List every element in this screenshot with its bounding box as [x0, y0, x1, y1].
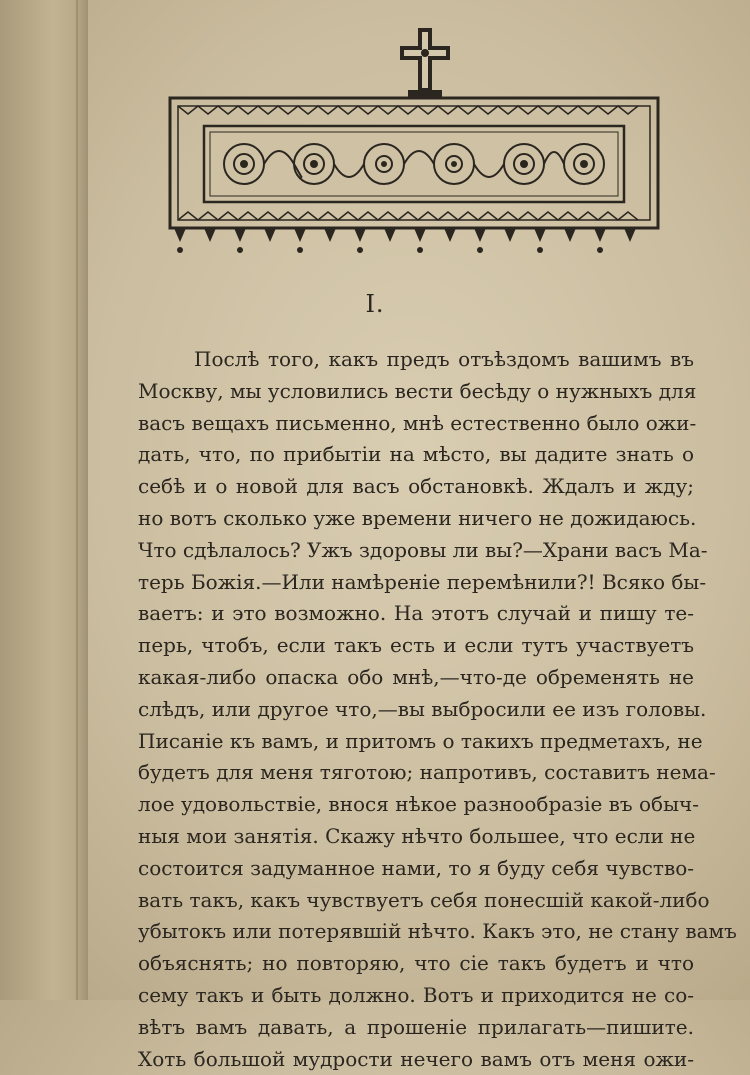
cross-icon: [400, 28, 450, 98]
text-line: Писаніе къ вамъ, и притомъ о такихъ предметахъ, не: [138, 728, 703, 753]
text-line: лое удовольствіе, внося нѣкое разнообразіе въ обыч-: [138, 792, 699, 817]
text-line: себѣ и о новой для васъ обстановкѣ. Ждалъ и жду;: [138, 474, 694, 499]
text-line: ваетъ: и это возможно. На этотъ случай и пишу те-: [138, 601, 694, 626]
ornamental-headpiece: [164, 28, 664, 260]
text-line: какая-либо опаска обо мнѣ,—что-де обременять не: [138, 664, 694, 689]
text-line: Москву, мы условились вести бесѣду о нужныхъ для: [138, 378, 697, 403]
text-line: васъ вещахъ письменно, мнѣ естественно было ожи-: [138, 410, 697, 435]
body-text: [138, 344, 737, 1075]
text-line: дать, что, по прибытіи на мѣсто, вы дадите знать о: [138, 442, 694, 467]
text-line: объяснять; но повторяю, что сіе такъ будетъ и что: [138, 951, 694, 976]
text-line: убытокъ или потерявшій нѣчто. Какъ это, не стану вамъ: [138, 919, 737, 944]
text-line: Хоть большой мудрости нечего вамъ отъ меня ожи-: [138, 1046, 694, 1071]
text-line: слѣдъ, или другое что,—вы выбросили ее изъ головы.: [138, 696, 707, 721]
text-line: вѣтъ вамъ давать, а прошеніе прилагать—пишите.: [138, 1014, 694, 1039]
book-gutter: [0, 0, 88, 1000]
text-line: Что сдѣлалось? Ужъ здоровы ли вы?—Храни васъ Ма-: [138, 537, 708, 562]
text-line: вать такъ, какъ чувствуетъ себя понесшій какой-либо: [138, 887, 710, 912]
text-line: Послѣ того, какъ предъ отъѣздомъ вашимъ въ: [194, 347, 694, 371]
text-line: перь, чтобъ, если такъ есть и если тутъ участвуетъ: [138, 633, 694, 658]
binding-shadow: [76, 0, 78, 1000]
text-line: состоится задуманное нами, то я буду себя чувство-: [138, 855, 694, 880]
chapter-numeral: I.: [365, 290, 385, 318]
text-line: терь Божія.—Или намѣреніе перемѣнили?! Всяко бы-: [138, 569, 707, 594]
text-line: сему такъ и быть должно. Вотъ и приходится не со-: [138, 982, 694, 1007]
text-line: ныя мои занятія. Скажу нѣчто большее, что если не: [138, 823, 696, 848]
text-line: но вотъ сколько уже времени ничего не дожидаюсь.: [138, 505, 697, 530]
text-line: будетъ для меня тяготою; напротивъ, составитъ нема-: [138, 760, 716, 785]
